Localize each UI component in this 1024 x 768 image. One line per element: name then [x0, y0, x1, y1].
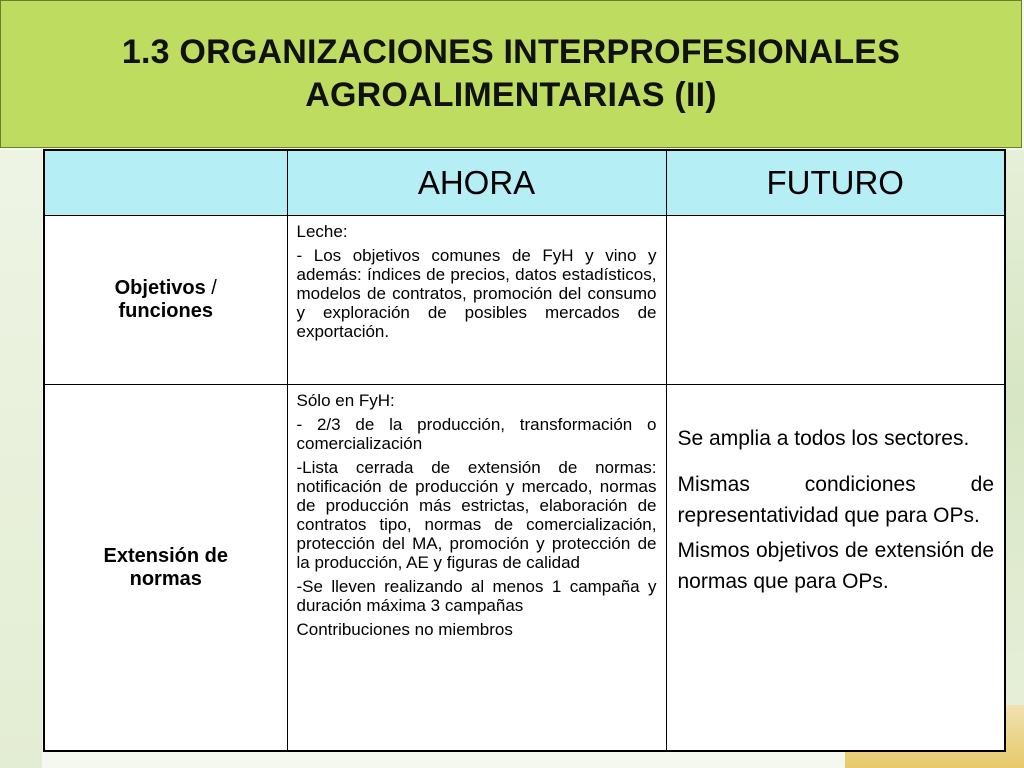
cell-paragraph: Mismas condiciones de representatividad que para OPs.	[677, 473, 994, 527]
cell-paragraph: -Se lleven realizando al menos 1 campaña y duración máxima 3 campañas	[296, 577, 657, 615]
row-label-objetivos-separator: /	[205, 277, 217, 299]
slide-title-line-1: 1.3 ORGANIZACIONES INTERPROFESIONALES	[121, 33, 901, 71]
cell-paragraph: Mismos objetivos de extensión de normas que para OPs.	[677, 539, 994, 593]
cell-extension-futuro	[666, 385, 1005, 752]
comparison-table	[43, 149, 1006, 752]
row-label-extension	[44, 385, 287, 752]
cell-paragraph: -Lista cerrada de extensión de normas: notificación de producción y mercado, normas de producción más estrictas, elaboración de contratos tipo, normas de comercialización, protección del MA, promoción y protección de la producción, AE y figuras de calidad	[296, 458, 657, 572]
row-label-extension-line2: normas	[129, 567, 202, 590]
table-row-extension	[44, 385, 1005, 752]
cell-paragraph: Contribuciones no miembros	[296, 620, 513, 639]
cell-paragraph: Se amplia a todos los sectores.	[677, 427, 970, 450]
slide-header	[0, 0, 1022, 148]
cell-paragraph: - Los objetivos comunes de FyH y vino y además: índices de precios, datos estadísticos, modelos de contratos, promoción del consumo y exploración de posibles mercados de exportación.	[296, 246, 657, 341]
background-decoration-left	[0, 150, 42, 768]
row-label-objetivos	[44, 216, 287, 385]
row-label-objetivos-line2: funciones	[118, 300, 213, 322]
column-header-empty	[44, 150, 287, 216]
row-label-extension-line1: Extensión de	[103, 544, 228, 567]
table-row-objetivos	[44, 216, 1005, 385]
cell-paragraph: Sólo en FyH:	[296, 391, 395, 410]
slide-title-line-2: AGROALIMENTARIAS (II)	[305, 76, 717, 114]
row-label-objetivos-bold: Objetivos	[114, 277, 206, 299]
cell-paragraph: Leche:	[296, 222, 348, 241]
cell-objetivos-futuro	[666, 216, 1005, 385]
slide-title	[122, 31, 900, 117]
column-header-ahora: AHORA	[287, 150, 666, 216]
cell-extension-ahora	[287, 385, 666, 752]
cell-objetivos-ahora	[287, 216, 666, 385]
cell-paragraph: - 2/3 de la producción, transformación o comercialización	[296, 415, 657, 453]
table-header-row	[44, 150, 1005, 216]
column-header-futuro: FUTURO	[666, 150, 1005, 216]
